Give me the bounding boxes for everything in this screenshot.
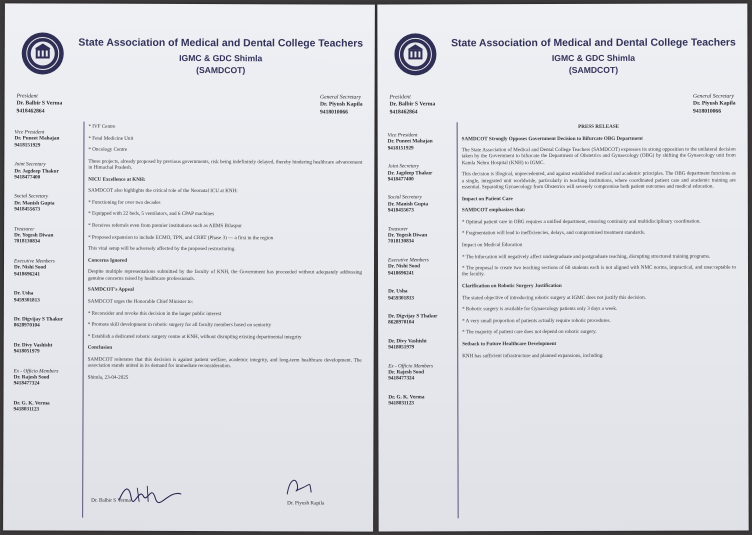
bullet: * Reconsider and revoke this decision in the larger public interest xyxy=(87,310,222,317)
bullet: * Robotic surgery is available for Gynaecology patients only 3 days a week. xyxy=(462,306,618,313)
gs-name: Dr. Piyush Kapila xyxy=(693,100,736,108)
bullet: * Fragmentation will lead to inefficiencies, delays, and compromised treatment standards. xyxy=(461,230,646,237)
paragraph: These projects, already proposed by previous governments, risk being indefinitely delayed, thereby hindering healthcare advancement in Himachal Pradesh. xyxy=(88,158,363,171)
press-release-body xyxy=(462,124,737,365)
sidebar-entry: Vice President Dr. Puneet Mahajan 9418151929 xyxy=(387,132,433,152)
paragraph: This decision is illogical, unprecedented, and against established medical and academic principles. The OBG department functions as a single, integrated unit worldwide, particularly in teaching institutions, where coordinated patient care and academic training are essential. Separating Gynaecology from Obstetrics will severely compromise both patient outcomes and medical education. xyxy=(461,170,736,191)
sidebar-entry: Dr. Digvijay S Thakur 8628970104 xyxy=(388,313,438,326)
section-heading: NICU Excellence at KNH: xyxy=(88,176,146,183)
bullet: * Proposed expansion to include ECMO, TPN, and CRRT (Phase 3) — a first in the region xyxy=(88,234,274,241)
bullet: * Establish a dedicated robotic surgery centre at KNH, without disrupting existing departmental integrity xyxy=(87,333,302,341)
section-heading: SAMDCOT's Appeal xyxy=(87,286,134,294)
bullet: * Oncology Centre xyxy=(88,146,128,153)
signatory-left: Dr. Balbir S Verma xyxy=(91,497,131,504)
bullet: * A very small proportion of patients actually require robotic procedures. xyxy=(462,317,611,325)
college-name: IGMC & GDC Shimla xyxy=(551,52,636,64)
letter-page-right xyxy=(377,4,748,532)
president-name: Dr. Balbir S Verma xyxy=(16,100,63,107)
sidebar-entry: Dr. G. K. Verma 9418031123 xyxy=(13,400,50,413)
association-name: State Association of Medical and Dental College Teachers xyxy=(451,37,736,50)
samdcot-logo-icon xyxy=(21,31,65,75)
president-role: President xyxy=(389,94,411,101)
section-heading: Conclusion xyxy=(87,344,113,352)
president-block xyxy=(17,93,63,115)
president-phone: 9418462864 xyxy=(389,109,418,116)
bullet: * IVF Centre xyxy=(88,123,116,130)
sidebar-entry: Dr. Digvijay S Thakur 8628970104 xyxy=(13,316,64,329)
gs-phone: 9418010066 xyxy=(319,109,348,116)
president-block xyxy=(390,94,436,116)
general-secretary-block xyxy=(693,94,736,116)
paragraph: SAMDCOT reiterates that this decision is against patient welfare, academic integrity, and long-term healthcare development. The association stands united in its demand for immediate reconsideration. xyxy=(87,356,362,370)
letterhead xyxy=(377,30,747,91)
paragraph: KNH has sufficient infrastructure and planned expansions, including: xyxy=(462,352,604,359)
college-name: IGMC & GDC Shimla xyxy=(179,52,263,64)
bullet: * The proposal to create two teaching sections of 60 students each is not aligned with NMC norms, impractical, and unacceptable to the faculty. xyxy=(461,264,737,278)
sidebar-entry: Joint Secretary Dr. Jagdeep Thakur 9418477400 xyxy=(14,161,59,181)
samdcot-logo-icon xyxy=(393,32,437,76)
sidebar-entry: Executive Members Dr. Nishi Sood 9418696241 xyxy=(387,257,429,277)
office-bearers-sidebar xyxy=(13,129,82,426)
paragraph: SAMDCOT urges the Honorable Chief Minister to: xyxy=(87,298,193,305)
signatory-right: Dr. Piyush Kapila xyxy=(287,500,325,507)
gs-phone: 9418010066 xyxy=(693,108,722,115)
sidebar-entry: Dr. Divy Vashisht 9418051979 xyxy=(388,338,427,351)
section-heading: SAMDCOT emphasizes that: xyxy=(461,207,526,214)
paragraph: Impact on Medical Education xyxy=(461,242,523,249)
sidebar-entry: Dr. Divy Vashisht 9418051979 xyxy=(13,342,53,355)
letterhead xyxy=(5,29,375,90)
paragraph: The stated objective of introducing robotic surgery at IGMC does not justify this decision. xyxy=(462,294,646,301)
general-secretary-block xyxy=(320,94,363,116)
president-phone: 9418462864 xyxy=(16,108,45,115)
bullet: * Fetal Medicine Unit xyxy=(88,135,134,142)
press-release-title: PRESS RELEASE xyxy=(578,123,620,130)
sidebar-entry: Treasurer Dr. Yogesh Diwan 7018130834 xyxy=(387,226,428,245)
association-abbrev: (SAMDCOT) xyxy=(196,65,246,76)
bullet: * Equipped with 22 beds, 5 ventilators, and 6 CPAP machines xyxy=(88,211,215,218)
bullet: * The bifurcation will negatively affect undergraduate and postgraduate teaching, disrupting structured training programs. xyxy=(461,253,711,260)
paragraph: This vital setup will be adversely affected by the proposed restructuring. xyxy=(88,245,236,253)
sidebar-entry: Dr. Usha 9459301813 xyxy=(388,288,415,301)
sidebar-entry: Social Secretary Dr. Manish Gupta 9418455673 xyxy=(387,194,429,214)
president-name: Dr. Balbir S Verma xyxy=(389,101,436,108)
section-heading: Concerns Ignored xyxy=(88,257,128,264)
bullet: * Promote skill development in robotic surgery for all faculty members based on seniority xyxy=(87,321,272,329)
sidebar-entry: Ex - Officio Members Dr. Rajesh Sood 9418477324 xyxy=(13,367,59,387)
gs-role: General Secretary xyxy=(320,94,362,101)
association-abbrev: (SAMDCOT) xyxy=(568,64,619,75)
section-heading: Setback to Future Healthcare Development xyxy=(462,341,557,348)
section-heading: Impact on Patient Care xyxy=(461,195,513,202)
sidebar-entry: Treasurer Dr. Yogesh Diwan 7018130834 xyxy=(14,226,54,245)
letter-page-left xyxy=(3,3,375,531)
bullet: * Receives referrals even from premier institutions such as AIIMS Bilaspur xyxy=(88,222,242,230)
bullet: * The majority of patient care does not depend on robotic surgery. xyxy=(462,329,597,336)
office-bearers-sidebar xyxy=(388,132,457,419)
gs-name: Dr. Piyush Kapila xyxy=(320,101,363,109)
sidebar-divider xyxy=(82,122,84,518)
paragraph: The State Association of Medical and Dental College Teachers (SAMDCOT) expresses its strong opposition to the unilateral decision taken by the Government to bifurcate the Department of Obstetrics and Gynaecology (OBG) by shifting the Gynaecology unit from Kamla Nehru Hospital (KNH) to IGMC. xyxy=(461,146,736,167)
sidebar-entry: Social Secretary Dr. Manish Gupta 9418455673 xyxy=(14,193,55,213)
letter-body xyxy=(88,124,363,387)
headline: SAMDCOT Strongly Opposes Government Decision to Bifurcate OBG Department xyxy=(461,135,643,142)
sidebar-entry: Joint Secretary Dr. Jagdeep Thakur 9418477400 xyxy=(387,163,433,183)
sidebar-entry: Executive Members Dr. Nishi Sood 9418696241 xyxy=(13,258,55,278)
sidebar-entry: Dr. G. K. Verma 9418031123 xyxy=(388,394,425,407)
signature-icon xyxy=(281,474,315,498)
bullet: * Functioning for over two decades xyxy=(88,199,161,206)
president-role: President xyxy=(16,93,38,100)
bullet: * Optimal patient care in OBG requires a unified department, ensuring continuity and multidisciplinary coordination. xyxy=(461,218,701,226)
sidebar-entry: Ex - Officio Members Dr. Rajesh Sood 9418477324 xyxy=(388,362,434,382)
gs-role: General Secretary xyxy=(692,93,734,100)
association-name: State Association of Medical and Dental College Teachers xyxy=(78,37,364,50)
sidebar-divider xyxy=(457,122,459,518)
date-place: Shimla, 23-04-2025 xyxy=(87,374,129,381)
section-heading: Clarification on Robotic Surgery Justification xyxy=(462,283,562,290)
sidebar-entry: Dr. Usha 9459301813 xyxy=(13,290,40,303)
sidebar-entry: Vice President Dr. Puneet Mahajan 9418151929 xyxy=(14,129,60,149)
paragraph: Despite multiple representations submitted by the faculty of KNH, the Government has proceeded without adequately addressing genuine concerns raised by healthcare professionals. xyxy=(87,269,362,282)
paragraph: SAMDCOT also highlights the critical role of the Neonatal ICU at KNH: xyxy=(88,187,238,195)
